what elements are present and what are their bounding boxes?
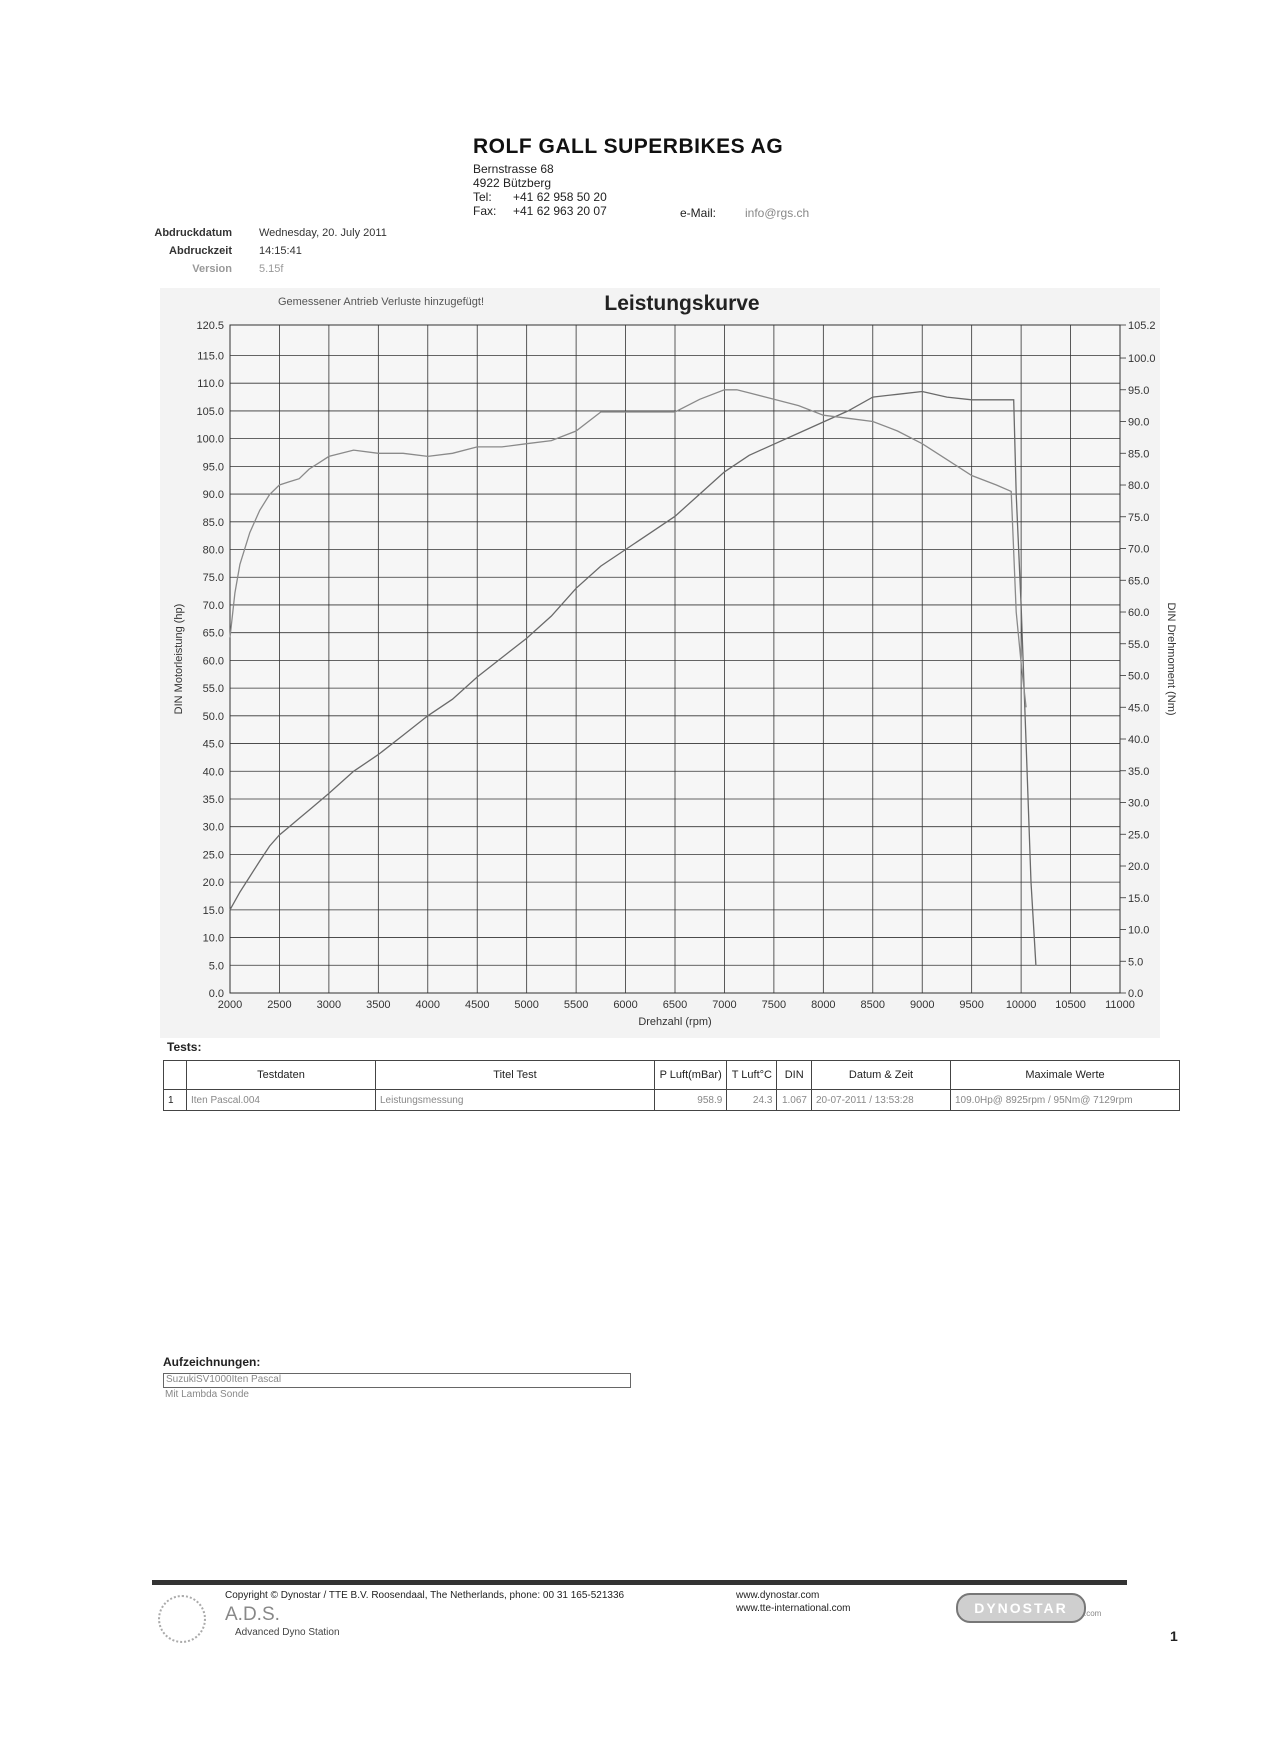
y-tick-label: 65.0 <box>202 627 224 640</box>
records-line-1: SuzukiSV1000Iten Pascal <box>163 1373 631 1388</box>
y-tick-label: 115.0 <box>197 350 224 363</box>
y-tick-label: 110.0 <box>197 378 224 391</box>
tests-header-index <box>164 1061 187 1090</box>
tests-header-temp: T Luft°C <box>727 1061 777 1090</box>
company-fax: +41 62 963 20 07 <box>513 204 607 218</box>
y-tick-label: 90.0 <box>202 489 224 502</box>
y-tick-label: 45.0 <box>202 738 224 751</box>
tests-header-datetime: Datum & Zeit <box>812 1061 951 1090</box>
y-tick-label: 20.0 <box>202 877 224 890</box>
y2-axis-label: DIN Drehmoment (Nm) <box>1165 602 1177 716</box>
footer-ads-short: A.D.S. <box>225 1604 280 1625</box>
page-number: 1 <box>1170 1628 1178 1644</box>
tests-header-title: Titel Test <box>376 1061 655 1090</box>
y2-tick-label: 85.0 <box>1128 448 1150 461</box>
test-temp: 24.3 <box>727 1090 777 1111</box>
y-tick-label: 30.0 <box>202 821 224 834</box>
x-tick-label: 10000 <box>1005 999 1037 1011</box>
company-tel-label: Tel: <box>473 190 492 204</box>
footer-copyright: Copyright © Dynostar / TTE B.V. Roosendaal, The Netherlands, phone: 00 31 165-521336 <box>225 1590 625 1601</box>
chart-title: Leistungskurve <box>604 292 760 315</box>
y-tick-label: 40.0 <box>202 766 224 779</box>
test-data: Iten Pascal.004 <box>187 1090 376 1111</box>
y2-tick-label: 0.0 <box>1128 988 1144 1000</box>
y-tick-label: 75.0 <box>202 572 224 585</box>
tests-title: Tests: <box>167 1040 202 1054</box>
y-tick-label: 80.0 <box>202 544 224 557</box>
y-axis-label: DIN Motorleistung (hp) <box>173 603 185 715</box>
print-time: 14:15:41 <box>259 245 302 257</box>
x-axis-label: Drehzahl (rpm) <box>638 1016 712 1028</box>
y2-tick-label: 25.0 <box>1128 829 1150 842</box>
version-value: 5.15f <box>259 263 284 275</box>
x-tick-label: 3500 <box>366 999 391 1011</box>
ads-logo-icon <box>158 1595 206 1643</box>
y-tick-label: 100.0 <box>196 433 224 446</box>
y2-tick-label: 60.0 <box>1128 607 1150 620</box>
company-name: ROLF GALL SUPERBIKES AG <box>473 135 784 158</box>
y-tick-label: 10.0 <box>202 932 224 945</box>
x-tick-label: 11000 <box>1105 999 1135 1011</box>
y-tick-label: 105.0 <box>196 405 224 418</box>
x-tick-label: 8000 <box>811 999 836 1011</box>
y2-tick-label: 10.0 <box>1128 924 1150 937</box>
company-street: Bernstrasse 68 <box>473 162 554 176</box>
x-tick-label: 5500 <box>563 999 589 1011</box>
y-tick-label: 70.0 <box>202 599 224 612</box>
dynostar-logo-suffix: .com <box>1084 1609 1102 1618</box>
x-tick-label: 4000 <box>415 999 441 1011</box>
y-tick-label: 120.5 <box>196 320 224 332</box>
records-line-2: Mit Lambda Sonde <box>165 1389 249 1400</box>
y2-tick-label: 5.0 <box>1128 956 1144 969</box>
y2-tick-label: 95.0 <box>1128 384 1150 397</box>
y2-tick-label: 15.0 <box>1128 892 1150 905</box>
y-tick-label: 95.0 <box>202 461 224 474</box>
footer-web-2[interactable]: www.tte-international.com <box>736 1603 851 1614</box>
y-tick-label: 0.0 <box>208 988 224 1000</box>
x-tick-label: 4500 <box>464 999 490 1011</box>
company-tel: +41 62 958 50 20 <box>513 190 607 204</box>
test-title: Leistungsmessung <box>376 1090 655 1111</box>
test-din: 1.067 <box>777 1090 812 1111</box>
y2-tick-label: 20.0 <box>1128 861 1150 874</box>
y2-tick-label: 70.0 <box>1128 543 1150 556</box>
test-pressure: 958.9 <box>655 1090 727 1111</box>
chart-subtitle: Gemessener Antrieb Verluste hinzugefügt! <box>277 296 485 308</box>
email-value: info@rgs.ch <box>745 206 810 220</box>
y-tick-label: 50.0 <box>202 710 224 723</box>
test-datetime: 20-07-2011 / 13:53:28 <box>812 1090 951 1111</box>
test-index: 1 <box>164 1090 187 1111</box>
x-tick-label: 10500 <box>1055 999 1086 1011</box>
y2-tick-label: 45.0 <box>1128 702 1150 715</box>
print-time-label: Abdruckzeit <box>169 245 232 257</box>
tests-table <box>163 1060 1180 1111</box>
chart-frame <box>160 288 1177 1038</box>
x-tick-label: 6000 <box>613 999 638 1011</box>
x-tick-label: 8500 <box>860 999 886 1011</box>
y2-tick-label: 30.0 <box>1128 797 1150 810</box>
x-tick-label: 6500 <box>662 999 688 1011</box>
y2-tick-label: 80.0 <box>1128 480 1150 493</box>
company-city: 4922 Bützberg <box>473 176 552 190</box>
x-tick-label: 2500 <box>267 999 292 1011</box>
y-tick-label: 35.0 <box>202 793 224 806</box>
email-label: e-Mail: <box>680 206 717 220</box>
y2-tick-label: 65.0 <box>1128 575 1150 588</box>
y-tick-label: 60.0 <box>202 655 224 668</box>
tests-header-pressure: P Luft(mBar) <box>655 1061 727 1090</box>
test-max-values: 109.0Hp@ 8925rpm / 95Nm@ 7129rpm <box>951 1090 1180 1111</box>
y2-tick-label: 40.0 <box>1128 734 1150 747</box>
y2-tick-label: 50.0 <box>1128 670 1150 683</box>
power-torque-chart <box>160 288 1177 1038</box>
x-tick-label: 9500 <box>959 999 984 1011</box>
x-tick-label: 7000 <box>712 999 737 1011</box>
y2-tick-label: 35.0 <box>1128 765 1150 778</box>
y-tick-label: 55.0 <box>202 683 224 696</box>
tests-header-row <box>164 1061 1180 1090</box>
footer-rule <box>152 1580 1127 1585</box>
y2-tick-label: 75.0 <box>1128 511 1150 524</box>
tests-header-data: Testdaten <box>187 1061 376 1090</box>
table-row[interactable] <box>164 1090 1180 1111</box>
y-tick-label: 85.0 <box>202 516 224 529</box>
y2-tick-label: 55.0 <box>1128 638 1150 651</box>
y-tick-label: 25.0 <box>202 849 224 862</box>
x-tick-label: 3000 <box>316 999 342 1011</box>
version-label: Version <box>192 263 232 275</box>
y2-tick-label: 100.0 <box>1128 353 1156 366</box>
tests-header-max: Maximale Werte <box>951 1061 1180 1090</box>
print-date-label: Abdruckdatum <box>154 227 232 239</box>
company-fax-label: Fax: <box>473 204 497 218</box>
y2-tick-label: 105.2 <box>1128 320 1156 332</box>
x-tick-label: 2000 <box>217 999 243 1011</box>
y2-tick-label: 90.0 <box>1128 416 1150 429</box>
x-tick-label: 9000 <box>909 999 935 1011</box>
dynostar-logo: DYNOSTAR <box>956 1593 1086 1623</box>
y-tick-label: 15.0 <box>202 904 224 917</box>
x-tick-label: 5000 <box>514 999 539 1011</box>
print-date: Wednesday, 20. July 2011 <box>259 227 387 239</box>
x-tick-label: 7500 <box>761 999 787 1011</box>
y-tick-label: 5.0 <box>208 960 224 973</box>
records-title: Aufzeichnungen: <box>163 1355 261 1369</box>
tests-header-din: DIN <box>777 1061 812 1090</box>
footer-web-1[interactable]: www.dynostar.com <box>736 1590 820 1601</box>
footer-ads-long: Advanced Dyno Station <box>235 1627 340 1638</box>
